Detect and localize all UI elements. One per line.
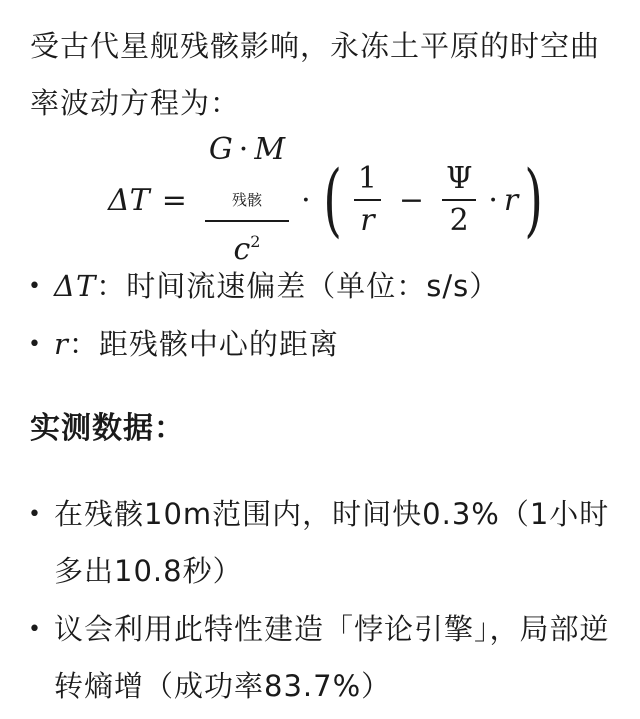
inner-numerator-one: 1: [357, 161, 377, 197]
right-paren: ): [524, 153, 544, 246]
definition-symbol: ΔT: [54, 269, 97, 303]
definition-text: [54, 258, 628, 315]
formula-middle-dot: ·: [301, 182, 311, 218]
measurement-item: [28, 601, 628, 715]
definition-description: ：距残骸中心的距离: [68, 327, 339, 361]
fraction-one-over-r: [354, 159, 381, 241]
symbol-m-subscript: 残骸: [231, 191, 262, 210]
bullet-icon: •: [28, 332, 42, 357]
fraction-psi-over-two: [442, 159, 476, 241]
measured-data-heading: 实测数据：: [30, 411, 185, 446]
curvature-formula: [108, 132, 548, 267]
inner-numerator-psi: Ψ: [446, 161, 473, 197]
numerator-dot: ·: [238, 132, 249, 168]
symbol-c-exponent: 2: [250, 231, 261, 251]
formula-minus: −: [398, 182, 425, 218]
measurement-text: 议会利用此特性建造「悖论引擎」，局部逆转熵增（成功率83.7%）: [54, 612, 610, 703]
bullet-icon: •: [28, 274, 42, 299]
fraction-gm-over-c2: [205, 130, 289, 270]
definition-symbol: r: [54, 327, 69, 361]
fraction-numerator: [205, 130, 289, 220]
formula-tail-dot: ·: [488, 182, 498, 218]
symbol-m: M: [254, 132, 286, 168]
definition-text: [54, 316, 628, 373]
inner-denominator-two: 2: [449, 202, 469, 238]
measurement-text: 在残骸10m范围内，时间快0.3%（1小时多出10.8秒）: [54, 497, 610, 588]
measurement-item: [28, 486, 628, 600]
definition-description: ：时间流速偏差（单位：s/s）: [96, 269, 500, 303]
bullet-icon: •: [28, 617, 42, 642]
symbol-c: c: [233, 231, 251, 267]
left-paren: (: [322, 153, 342, 246]
bullet-icon: •: [28, 502, 42, 527]
formula-tail-r: r: [503, 182, 519, 218]
definition-item: [28, 316, 628, 373]
formula-equals: =: [161, 182, 187, 218]
formula-lhs: ΔT: [108, 182, 150, 218]
inner-denominator-r: r: [360, 202, 375, 238]
symbol-g: G: [208, 132, 233, 168]
intro-paragraph: 受古代星舰残骸影响，永冻土平原的时空曲率波动方程为：: [30, 29, 601, 120]
definition-item: [28, 258, 628, 315]
